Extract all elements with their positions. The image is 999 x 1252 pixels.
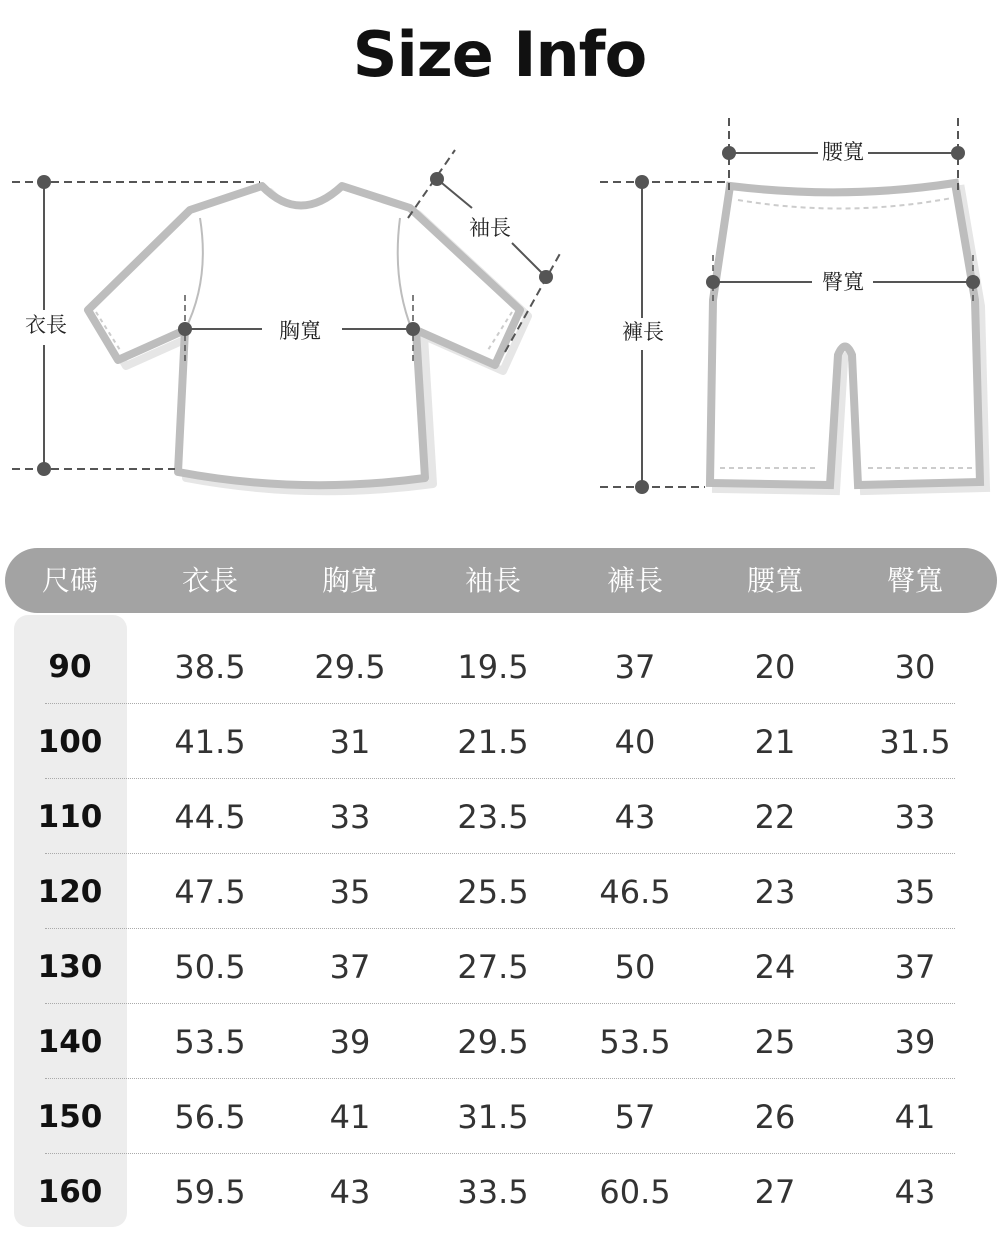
table-row: [0, 1155, 999, 1230]
table-cell: 43: [894, 1173, 936, 1211]
table-cell: 59.5: [174, 1173, 246, 1211]
size-cell: 90: [48, 649, 92, 685]
table-cell: 53.5: [599, 1023, 671, 1061]
table-row: [0, 1080, 999, 1155]
table-cell: 57: [614, 1098, 656, 1136]
table-cell: 60.5: [599, 1173, 671, 1211]
table-row: [0, 705, 999, 780]
size-cell: 130: [37, 949, 103, 985]
table-cell: 25.5: [457, 873, 529, 911]
table-cell: 40: [614, 723, 656, 761]
table-row: [0, 780, 999, 855]
size-cell: 100: [37, 724, 103, 760]
table-cell: 31: [329, 723, 371, 761]
size-cell: 120: [37, 874, 103, 910]
row-divider: [45, 1003, 955, 1004]
table-cell: 25: [754, 1023, 796, 1061]
table-cell: 50.5: [174, 948, 246, 986]
table-cell: 39: [329, 1023, 371, 1061]
column-header: 衣長: [181, 564, 238, 597]
size-cell: 150: [37, 1099, 103, 1135]
column-header: 褲長: [606, 564, 663, 597]
table-cell: 37: [614, 648, 656, 686]
column-header: 腰寬: [746, 564, 803, 597]
table-cell: 38.5: [174, 648, 246, 686]
row-divider: [45, 1153, 955, 1154]
column-header: 尺碼: [41, 564, 98, 597]
label-waist-width: 腰寬: [822, 140, 864, 164]
table-cell: 30: [894, 648, 936, 686]
table-cell: 44.5: [174, 798, 246, 836]
table-cell: 41: [894, 1098, 936, 1136]
table-cell: 41.5: [174, 723, 246, 761]
table-row: [0, 1005, 999, 1080]
table-cell: 39: [894, 1023, 936, 1061]
table-cell: 26: [754, 1098, 796, 1136]
row-divider: [45, 778, 955, 779]
row-divider: [45, 853, 955, 854]
table-cell: 53.5: [174, 1023, 246, 1061]
table-cell: 37: [329, 948, 371, 986]
size-diagram: [0, 110, 999, 510]
column-header: 袖長: [464, 564, 521, 597]
table-cell: 33: [329, 798, 371, 836]
table-cell: 31.5: [457, 1098, 529, 1136]
table-row: [0, 630, 999, 705]
page-title: Size Info: [352, 18, 647, 91]
table-cell: 35: [329, 873, 371, 911]
row-divider: [45, 1078, 955, 1079]
table-cell: 24: [754, 948, 796, 986]
label-sleeve-length: 袖長: [469, 216, 511, 240]
pants-illustration: [710, 183, 986, 491]
row-divider: [45, 703, 955, 704]
label-top-length: 衣長: [25, 313, 67, 337]
size-cell: 160: [37, 1174, 103, 1210]
table-cell: 20: [754, 648, 796, 686]
column-header: 胸寬: [321, 564, 378, 597]
table-cell: 47.5: [174, 873, 246, 911]
table-cell: 56.5: [174, 1098, 246, 1136]
row-divider: [45, 928, 955, 929]
table-cell: 41: [329, 1098, 371, 1136]
table-cell: 29.5: [314, 648, 386, 686]
table-cell: 43: [329, 1173, 371, 1211]
table-row: [0, 930, 999, 1005]
table-cell: 37: [894, 948, 936, 986]
table-cell: 23: [754, 873, 796, 911]
table-cell: 35: [894, 873, 936, 911]
table-row: [0, 855, 999, 930]
table-cell: 21.5: [457, 723, 529, 761]
table-cell: 29.5: [457, 1023, 529, 1061]
table-cell: 27.5: [457, 948, 529, 986]
table-cell: 31.5: [879, 723, 951, 761]
size-cell: 140: [37, 1024, 103, 1060]
table-cell: 43: [614, 798, 656, 836]
size-cell: 110: [37, 799, 103, 835]
table-header: [5, 548, 997, 613]
table-cell: 33: [894, 798, 936, 836]
label-chest-width: 胸寬: [279, 319, 321, 343]
table-cell: 46.5: [599, 873, 671, 911]
table-cell: 19.5: [457, 648, 529, 686]
table-cell: 23.5: [457, 798, 529, 836]
table-cell: 22: [754, 798, 796, 836]
table-cell: 21: [754, 723, 796, 761]
label-pants-length: 褲長: [622, 320, 664, 344]
column-header: 臀寬: [886, 564, 943, 597]
table-cell: 33.5: [457, 1173, 529, 1211]
table-cell: 50: [614, 948, 656, 986]
label-hip-width: 臀寬: [822, 270, 864, 294]
table-cell: 27: [754, 1173, 796, 1211]
